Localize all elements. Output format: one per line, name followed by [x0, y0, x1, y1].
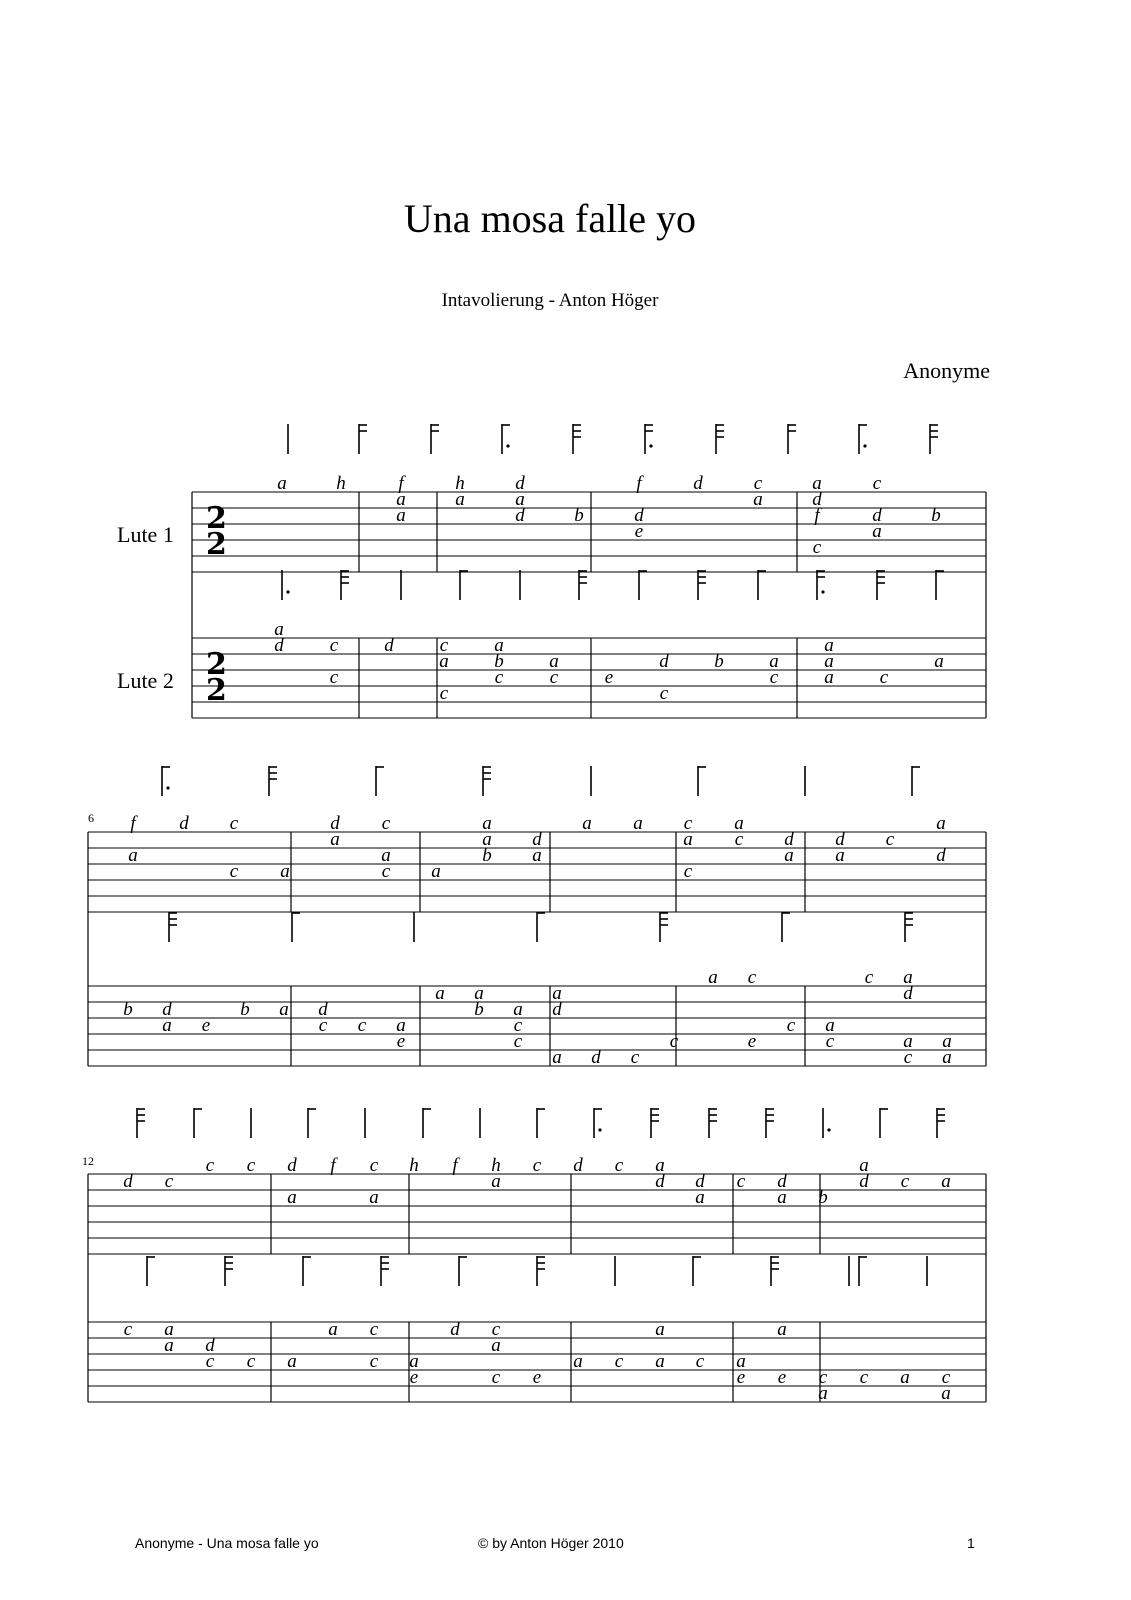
tab-letter: a	[274, 619, 284, 640]
rhythm-dot	[598, 1128, 601, 1131]
tab-letter: a	[753, 489, 763, 510]
tab-letter: e	[747, 1031, 757, 1052]
tab-letter: b	[714, 651, 724, 672]
tab-letter: d	[859, 1171, 869, 1192]
tab-letter: b	[818, 1187, 828, 1208]
tab-letter: h	[455, 473, 465, 494]
tab-letter: a	[279, 999, 289, 1020]
tab-letter: f	[814, 505, 820, 526]
tab-letter: c	[381, 861, 391, 882]
tab-letter: a	[552, 983, 562, 1004]
tab-letter: f	[398, 473, 404, 494]
tab-letter: e	[396, 1031, 406, 1052]
tab-letter: c	[885, 829, 895, 850]
tab-letter: c	[734, 829, 744, 850]
tab-letter: b	[123, 999, 133, 1020]
time-signature-bottom: 2	[206, 527, 227, 562]
tab-letter: a	[835, 845, 845, 866]
tab-letter: c	[825, 1031, 835, 1052]
tab-letter: a	[573, 1351, 583, 1372]
time-signature-bottom: 2	[206, 673, 227, 708]
tab-letter: f	[636, 473, 642, 494]
rhythm-dot	[506, 444, 509, 447]
tab-letter: c	[329, 667, 339, 688]
tab-letter: c	[695, 1351, 705, 1372]
tab-letter: d	[659, 651, 669, 672]
tab-letter: d	[330, 813, 340, 834]
tab-letter: a	[552, 1047, 562, 1068]
tab-letter: a	[381, 845, 391, 866]
tab-letter: a	[655, 1319, 665, 1340]
tab-letter: a	[532, 845, 542, 866]
rhythm-row-lute2	[147, 1256, 927, 1286]
tab-letter: c	[318, 1015, 328, 1036]
rhythm-row-lute1	[137, 1108, 945, 1138]
tab-letter: a	[482, 813, 492, 834]
tab-letter: c	[769, 667, 779, 688]
rhythm-dot	[863, 444, 866, 447]
tab-letter: e	[634, 521, 644, 542]
tab-letter: a	[695, 1187, 705, 1208]
tab-letter: c	[659, 683, 669, 704]
tab-letter: c	[164, 1171, 174, 1192]
time-signature-top: 2	[206, 501, 227, 536]
tab-letter: d	[936, 845, 946, 866]
tab-letter: a	[409, 1351, 419, 1372]
tab-letter: a	[287, 1351, 297, 1372]
tab-letter: c	[941, 1367, 951, 1388]
tab-letter: f	[330, 1155, 336, 1176]
tab-letter: e	[532, 1367, 542, 1388]
measure-number: 6	[88, 811, 94, 825]
tab-letter: c	[549, 667, 559, 688]
tab-letter: b	[482, 845, 492, 866]
tab-letter: c	[614, 1155, 624, 1176]
tab-letter: a	[769, 651, 779, 672]
tab-letter: d	[777, 1171, 787, 1192]
tab-letter: c	[439, 635, 449, 656]
tab-letter: a	[936, 813, 946, 834]
tab-letter: a	[941, 1383, 951, 1404]
tab-letter: f	[130, 813, 136, 834]
tab-letter: d	[835, 829, 845, 850]
page-title: Una mosa falle yo	[403, 196, 697, 241]
tab-letter: c	[532, 1155, 542, 1176]
tab-letter: b	[931, 505, 941, 526]
rhythm-dot	[827, 1128, 830, 1131]
tab-letter: c	[491, 1367, 501, 1388]
tab-letter: c	[903, 1047, 913, 1068]
tab-letter: d	[162, 999, 172, 1020]
tab-letter: a	[903, 1031, 913, 1052]
tab-letter: d	[274, 635, 284, 656]
tab-letter: a	[734, 813, 744, 834]
tab-letter: a	[903, 967, 913, 988]
tab-letter: c	[246, 1155, 256, 1176]
tab-letter: a	[396, 505, 406, 526]
tab-letter: a	[455, 489, 465, 510]
tab-letter: d	[384, 635, 394, 656]
rhythm-row-lute1	[288, 424, 938, 454]
tab-letter: a	[655, 1351, 665, 1372]
tab-letter: a	[482, 829, 492, 850]
tab-letter: e	[409, 1367, 419, 1388]
tab-letter: e	[604, 667, 614, 688]
tab-letter: d	[812, 489, 822, 510]
tab-letter: a	[633, 813, 643, 834]
tab-letter: a	[491, 1171, 501, 1192]
footer-center: © by Anton Höger 2010	[478, 1535, 624, 1551]
tab-letter: a	[431, 861, 441, 882]
tab-letter: c	[669, 1031, 679, 1052]
tab-letter: c	[329, 635, 339, 656]
tab-letter: d	[872, 505, 882, 526]
tab-letter: c	[812, 537, 822, 558]
rhythm-row-lute2	[169, 912, 913, 942]
tab-letter: a	[784, 845, 794, 866]
tab-letter: a	[818, 1383, 828, 1404]
rhythm-dot	[821, 590, 824, 593]
tab-letter: c	[369, 1155, 379, 1176]
tab-letter: a	[513, 999, 523, 1020]
tab-letter: c	[357, 1015, 367, 1036]
tab-letter: d	[515, 505, 525, 526]
tab-letter: e	[201, 1015, 211, 1036]
tab-letter: c	[683, 813, 693, 834]
tab-letter: a	[287, 1187, 297, 1208]
tab-letter: a	[942, 1031, 952, 1052]
footer-page-number: 1	[967, 1535, 975, 1551]
tab-letter: b	[574, 505, 584, 526]
tab-letter: c	[491, 1319, 501, 1340]
tab-staff-lute1-system-1	[192, 473, 986, 572]
tab-letter: d	[123, 1171, 133, 1192]
tab-letter: a	[859, 1155, 869, 1176]
tab-letter: c	[123, 1319, 133, 1340]
tab-letter: a	[736, 1351, 746, 1372]
page-subtitle: Intavolierung - Anton Höger	[441, 290, 659, 311]
tab-letter: d	[634, 505, 644, 526]
tab-letter: a	[128, 845, 138, 866]
tab-letter: d	[515, 473, 525, 494]
tab-staff-lute2-system-1	[192, 619, 986, 718]
tab-letter: d	[532, 829, 542, 850]
tab-letter: c	[786, 1015, 796, 1036]
tab-letter: c	[872, 473, 882, 494]
tab-letter: b	[240, 999, 250, 1020]
tab-letter: d	[287, 1155, 297, 1176]
rhythm-dot	[286, 590, 289, 593]
tab-letter: a	[942, 1047, 952, 1068]
tab-letter: c	[494, 667, 504, 688]
tab-letter: c	[229, 813, 239, 834]
tab-letter: a	[396, 489, 406, 510]
tab-letter: a	[900, 1367, 910, 1388]
tab-letter: d	[573, 1155, 583, 1176]
tab-letter: a	[824, 651, 834, 672]
tab-letter: a	[683, 829, 693, 850]
time-signature-top: 2	[206, 647, 227, 682]
tab-letter: a	[941, 1171, 951, 1192]
tab-letter: a	[162, 1015, 172, 1036]
tab-letter: c	[859, 1367, 869, 1388]
rhythm-dot	[649, 444, 652, 447]
tab-staff-lute1-system-2	[88, 813, 986, 912]
tab-letter: a	[582, 813, 592, 834]
tab-letter: c	[246, 1351, 256, 1372]
rhythm-row-lute2	[282, 570, 944, 600]
tab-letter: c	[736, 1171, 746, 1192]
tab-letter: c	[205, 1155, 215, 1176]
tab-letter: a	[277, 473, 287, 494]
tab-letter: a	[435, 983, 445, 1004]
tab-letter: c	[513, 1031, 523, 1052]
instrument-label-lute2: Lute 2	[117, 668, 174, 693]
tab-letter: c	[513, 1015, 523, 1036]
tab-letter: b	[494, 651, 504, 672]
tab-letter: h	[409, 1155, 419, 1176]
tab-letter: a	[777, 1187, 787, 1208]
tab-letter: c	[381, 813, 391, 834]
tab-staff-lute2-system-3	[88, 1319, 986, 1404]
tab-letter: a	[494, 635, 504, 656]
tab-letter: a	[824, 667, 834, 688]
tab-letter: d	[591, 1047, 601, 1068]
tab-letter: a	[812, 473, 822, 494]
measure-number: 12	[82, 1154, 94, 1168]
tab-letter: e	[736, 1367, 746, 1388]
tab-letter: a	[328, 1319, 338, 1340]
tab-letter: c	[747, 967, 757, 988]
tab-letter: a	[164, 1319, 174, 1340]
tab-letter: d	[179, 813, 189, 834]
tab-letter: c	[229, 861, 239, 882]
instrument-label-lute1: Lute 1	[117, 522, 174, 547]
tab-staff-lute2-system-2	[88, 967, 986, 1068]
tab-letter: d	[693, 473, 703, 494]
tab-staff-lute1-system-3	[88, 1155, 986, 1254]
tab-letter: c	[369, 1319, 379, 1340]
tab-letter: d	[903, 983, 913, 1004]
tab-letter: a	[515, 489, 525, 510]
tab-letter: a	[708, 967, 718, 988]
tab-letter: a	[549, 651, 559, 672]
tab-letter: a	[280, 861, 290, 882]
tab-letter: d	[552, 999, 562, 1020]
tab-letter: c	[683, 861, 693, 882]
tab-letter: c	[818, 1367, 828, 1388]
tab-letter: a	[934, 651, 944, 672]
tab-letter: d	[318, 999, 328, 1020]
tab-letter: a	[369, 1187, 379, 1208]
tab-letter: h	[336, 473, 346, 494]
tab-letter: a	[824, 635, 834, 656]
tab-letter: f	[452, 1155, 458, 1176]
tab-letter: c	[614, 1351, 624, 1372]
tab-letter: a	[396, 1015, 406, 1036]
tab-letter: d	[695, 1171, 705, 1192]
tab-letter: a	[777, 1319, 787, 1340]
tab-letter: a	[474, 983, 484, 1004]
tab-letter: d	[784, 829, 794, 850]
tab-letter: c	[900, 1171, 910, 1192]
tab-letter: a	[491, 1335, 501, 1356]
tab-letter: h	[491, 1155, 501, 1176]
tab-letter: a	[825, 1015, 835, 1036]
tab-letter: e	[777, 1367, 787, 1388]
tab-letter: a	[330, 829, 340, 850]
tab-letter: d	[205, 1335, 215, 1356]
tab-letter: c	[753, 473, 763, 494]
tab-letter: c	[439, 683, 449, 704]
tab-letter: c	[369, 1351, 379, 1372]
tab-letter: a	[872, 521, 882, 542]
tab-letter: c	[205, 1351, 215, 1372]
tab-letter: c	[864, 967, 874, 988]
rhythm-dot	[166, 786, 169, 789]
tab-letter: a	[655, 1155, 665, 1176]
rhythm-row-lute1	[162, 766, 920, 796]
tab-letter: c	[879, 667, 889, 688]
tab-letter: a	[439, 651, 449, 672]
tab-letter: a	[164, 1335, 174, 1356]
composer-name: Anonyme	[903, 358, 990, 383]
tab-letter: d	[655, 1171, 665, 1192]
tab-letter: b	[474, 999, 484, 1020]
footer-left: Anonyme - Una mosa falle yo	[135, 1535, 319, 1551]
tab-letter: c	[630, 1047, 640, 1068]
tab-letter: d	[450, 1319, 460, 1340]
